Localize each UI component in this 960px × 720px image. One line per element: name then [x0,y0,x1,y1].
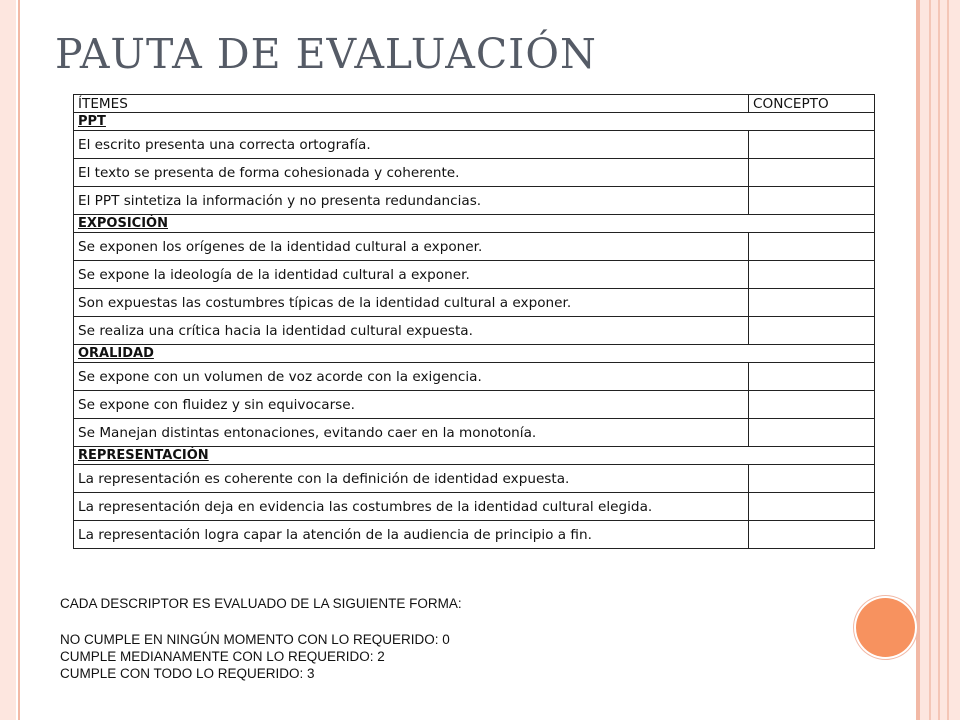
concept-cell[interactable] [749,317,875,345]
section-row [74,345,875,363]
section-heading: REPRESENTACIÓN [74,447,875,465]
left-frame-band [0,0,16,720]
header-items: ÍTEMES [74,95,749,113]
item-description: El PPT sintetiza la información y no presenta redundancias. [74,187,749,215]
section-heading: PPT [74,113,875,131]
item-description: Se Manejan distintas entonaciones, evitando caer en la monotonía. [74,419,749,447]
grading-scale-item: CUMPLE CON TODO LO REQUERIDO: 3 [60,666,315,681]
table-row [74,317,875,345]
item-description: El texto se presenta de forma cohesionada y coherente. [74,159,749,187]
item-description: Se exponen los orígenes de la identidad cultural a exponer. [74,233,749,261]
right-frame-band [920,0,960,720]
table-row [74,493,875,521]
section-heading: EXPOSICIÓN [74,215,875,233]
item-description: Se expone la ideología de la identidad cultural a exponer. [74,261,749,289]
concept-cell[interactable] [749,521,875,549]
grading-scale-item: CUMPLE MEDIANAMENTE CON LO REQUERIDO: 2 [60,649,385,664]
section-row [74,113,875,131]
table-row [74,159,875,187]
item-description: La representación logra capar la atención de la audiencia de principio a fin. [74,521,749,549]
item-description: La representación deja en evidencia las costumbres de la identidad cultural elegida. [74,493,749,521]
table-row [74,187,875,215]
item-description: El escrito presenta una correcta ortografía. [74,131,749,159]
right-frame-stripe [929,0,931,720]
grading-intro: CADA DESCRIPTOR ES EVALUADO DE LA SIGUIENTE FORMA: [60,596,462,611]
table-row [74,465,875,493]
table-header-row [74,95,875,113]
right-frame-stripe [938,0,940,720]
grading-notes [60,595,462,682]
concept-cell[interactable] [749,289,875,317]
section-row [74,215,875,233]
concept-cell[interactable] [749,187,875,215]
concept-cell[interactable] [749,131,875,159]
item-description: Son expuestas las costumbres típicas de la identidad cultural a exponer. [74,289,749,317]
grading-scale-item: NO CUMPLE EN NINGÚN MOMENTO CON LO REQUERIDO: 0 [60,632,450,647]
concept-cell[interactable] [749,363,875,391]
evaluation-table [73,94,875,549]
concept-cell[interactable] [749,493,875,521]
table-row [74,131,875,159]
table-row [74,391,875,419]
item-description: La representación es coherente con la definición de identidad expuesta. [74,465,749,493]
right-frame-stripe [947,0,949,720]
table-row [74,521,875,549]
item-description: Se expone con un volumen de voz acorde con la exigencia. [74,363,749,391]
decorative-circle [856,598,915,657]
item-description: Se realiza una crítica hacia la identidad cultural expuesta. [74,317,749,345]
concept-cell[interactable] [749,159,875,187]
page-title: PAUTA DE EVALUACIÓN [55,30,597,78]
section-heading: ORALIDAD [74,345,875,363]
left-frame-line [18,0,20,720]
header-concept: CONCEPTO [749,95,875,113]
concept-cell[interactable] [749,261,875,289]
concept-cell[interactable] [749,419,875,447]
section-row [74,447,875,465]
table-row [74,289,875,317]
concept-cell[interactable] [749,465,875,493]
spacer [60,612,462,631]
table-row [74,419,875,447]
table-row [74,261,875,289]
concept-cell[interactable] [749,233,875,261]
concept-cell[interactable] [749,391,875,419]
table-row [74,233,875,261]
table-row [74,363,875,391]
item-description: Se expone con fluidez y sin equivocarse. [74,391,749,419]
